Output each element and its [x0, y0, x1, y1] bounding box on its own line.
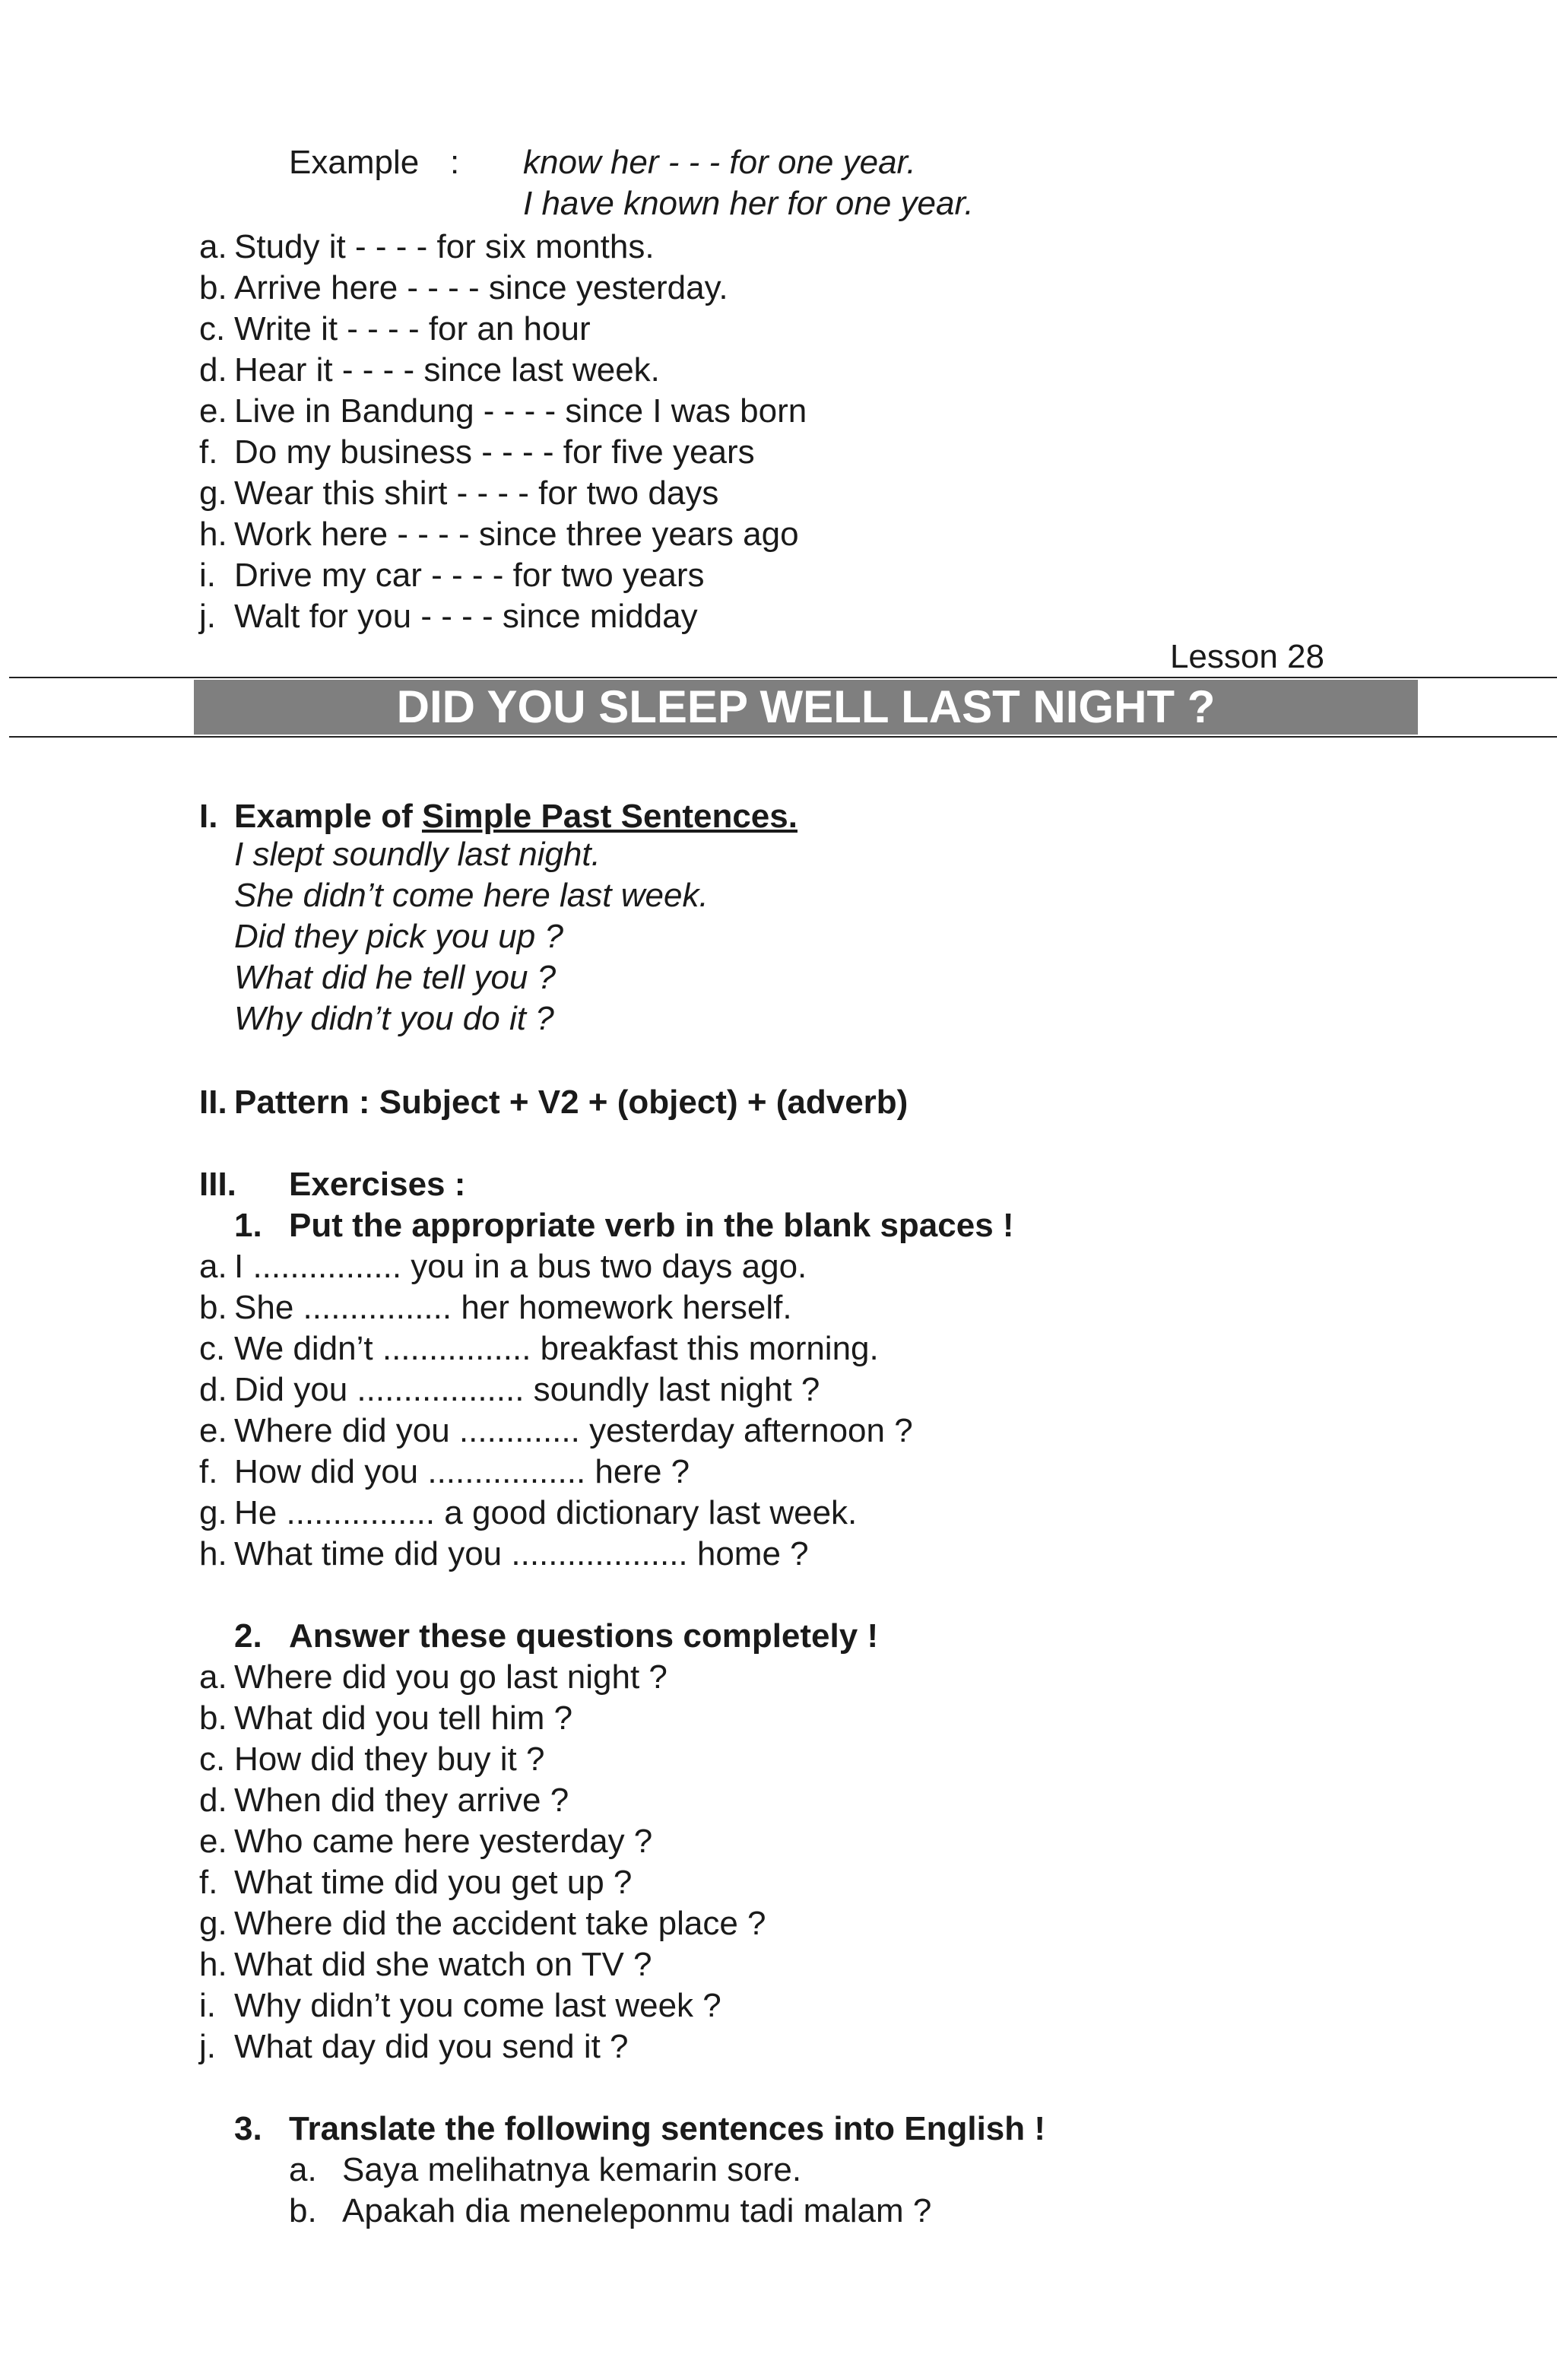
- item-letter: i.: [199, 1987, 216, 2024]
- item-letter: d.: [199, 1371, 227, 1408]
- item-text: Hear it - - - - since last week.: [234, 351, 660, 389]
- item-text: I ................ you in a bus two days ago.: [234, 1248, 807, 1285]
- item-text: How did you ................. here ?: [234, 1453, 690, 1490]
- lesson-title: DID YOU SLEEP WELL LAST NIGHT ?: [194, 680, 1418, 735]
- item-letter: f.: [199, 433, 218, 471]
- exercise-1-number: 1.: [234, 1207, 262, 1244]
- item-text: Apakah dia meneleponmu tadi malam ?: [342, 2192, 932, 2229]
- exercise-3-heading: Translate the following sentences into English !: [289, 2110, 1046, 2147]
- item-text: Do my business - - - - for five years: [234, 433, 755, 471]
- item-text: Did you .................. soundly last night ?: [234, 1371, 820, 1408]
- section-1-heading: [234, 796, 798, 837]
- item-letter: a.: [199, 228, 227, 265]
- item-letter: c.: [199, 1741, 226, 1778]
- item-text: How did they buy it ?: [234, 1741, 545, 1778]
- section-1-heading-prefix: Example of: [234, 798, 422, 835]
- item-text: Wear this shirt - - - - for two days: [234, 474, 719, 512]
- example-sentence: Did they pick you up ?: [234, 918, 563, 955]
- example-label: Example: [289, 144, 420, 181]
- lesson-number: Lesson 28: [1169, 638, 1324, 675]
- item-letter: e.: [199, 1823, 227, 1860]
- item-letter: j.: [199, 2028, 216, 2065]
- item-letter: a.: [289, 2151, 317, 2188]
- item-letter: b.: [199, 269, 227, 306]
- item-text: Why didn’t you come last week ?: [234, 1987, 721, 2024]
- item-text: Work here - - - - since three years ago: [234, 516, 799, 553]
- item-text: Who came here yesterday ?: [234, 1823, 653, 1860]
- item-text: Walt for you - - - - since midday: [234, 598, 698, 635]
- item-text: Where did you go last night ?: [234, 1658, 668, 1696]
- item-letter: g.: [199, 1905, 227, 1942]
- item-text: We didn’t ................ breakfast this morning.: [234, 1330, 879, 1367]
- exercise-2-heading: Answer these questions completely !: [289, 1617, 879, 1655]
- item-letter: h.: [199, 516, 227, 553]
- section-2-number: II.: [199, 1084, 227, 1121]
- item-letter: c.: [199, 1330, 226, 1367]
- item-text: Study it - - - - for six months.: [234, 228, 655, 265]
- item-letter: h.: [199, 1946, 227, 1983]
- item-letter: i.: [199, 557, 216, 594]
- item-letter: e.: [199, 1412, 227, 1449]
- item-letter: g.: [199, 474, 227, 512]
- header-bottom-rule: [9, 736, 1557, 738]
- item-letter: a.: [199, 1248, 227, 1285]
- example-sentence: Why didn’t you do it ?: [234, 1000, 554, 1037]
- item-text: Live in Bandung - - - - since I was born: [234, 392, 807, 430]
- section-2-pattern: Pattern : Subject + V2 + (object) + (adverb): [234, 1084, 909, 1121]
- item-text: Where did you ............. yesterday afternoon ?: [234, 1412, 913, 1449]
- item-text: Saya melihatnya kemarin sore.: [342, 2151, 802, 2188]
- item-text: Drive my car - - - - for two years: [234, 557, 705, 594]
- item-text: He ................ a good dictionary last week.: [234, 1494, 858, 1531]
- item-letter: f.: [199, 1453, 218, 1490]
- item-letter: h.: [199, 1535, 227, 1572]
- header-top-rule: [9, 677, 1557, 678]
- section-1-heading-underlined: Simple Past Sentences.: [421, 798, 798, 835]
- example-sentence: She didn’t come here last week.: [234, 877, 709, 914]
- item-text: What did you tell him ?: [234, 1699, 573, 1737]
- example-sentence: What did he tell you ?: [234, 959, 557, 996]
- exercise-2-number: 2.: [234, 1617, 262, 1655]
- exercise-1-heading: Put the appropriate verb in the blank spaces !: [289, 1207, 1014, 1244]
- section-3-number: III.: [199, 1166, 236, 1203]
- exercise-3-number: 3.: [234, 2110, 262, 2147]
- item-text: Write it - - - - for an hour: [234, 310, 591, 347]
- item-text: What day did you send it ?: [234, 2028, 629, 2065]
- item-text: When did they arrive ?: [234, 1782, 569, 1819]
- example-answer: I have known her for one year.: [523, 185, 974, 222]
- item-letter: f.: [199, 1864, 218, 1901]
- item-letter: e.: [199, 392, 227, 430]
- item-letter: d.: [199, 351, 227, 389]
- item-text: What time did you get up ?: [234, 1864, 633, 1901]
- item-letter: a.: [199, 1658, 227, 1696]
- item-text: She ................ her homework herself.: [234, 1289, 792, 1326]
- item-letter: g.: [199, 1494, 227, 1531]
- item-text: Arrive here - - - - since yesterday.: [234, 269, 728, 306]
- item-letter: c.: [199, 310, 226, 347]
- example-sentence: I slept soundly last night.: [234, 836, 601, 873]
- section-1-number: I.: [199, 798, 218, 835]
- example-colon: :: [450, 144, 460, 181]
- item-letter: j.: [199, 598, 216, 635]
- item-text: What time did you ................... home ?: [234, 1535, 809, 1572]
- example-prompt: know her - - - for one year.: [523, 144, 916, 181]
- item-letter: b.: [289, 2192, 317, 2229]
- item-text: Where did the accident take place ?: [234, 1905, 766, 1942]
- item-letter: b.: [199, 1699, 227, 1737]
- item-text: What did she watch on TV ?: [234, 1946, 652, 1983]
- section-3-heading: Exercises :: [289, 1166, 466, 1203]
- item-letter: b.: [199, 1289, 227, 1326]
- item-letter: d.: [199, 1782, 227, 1819]
